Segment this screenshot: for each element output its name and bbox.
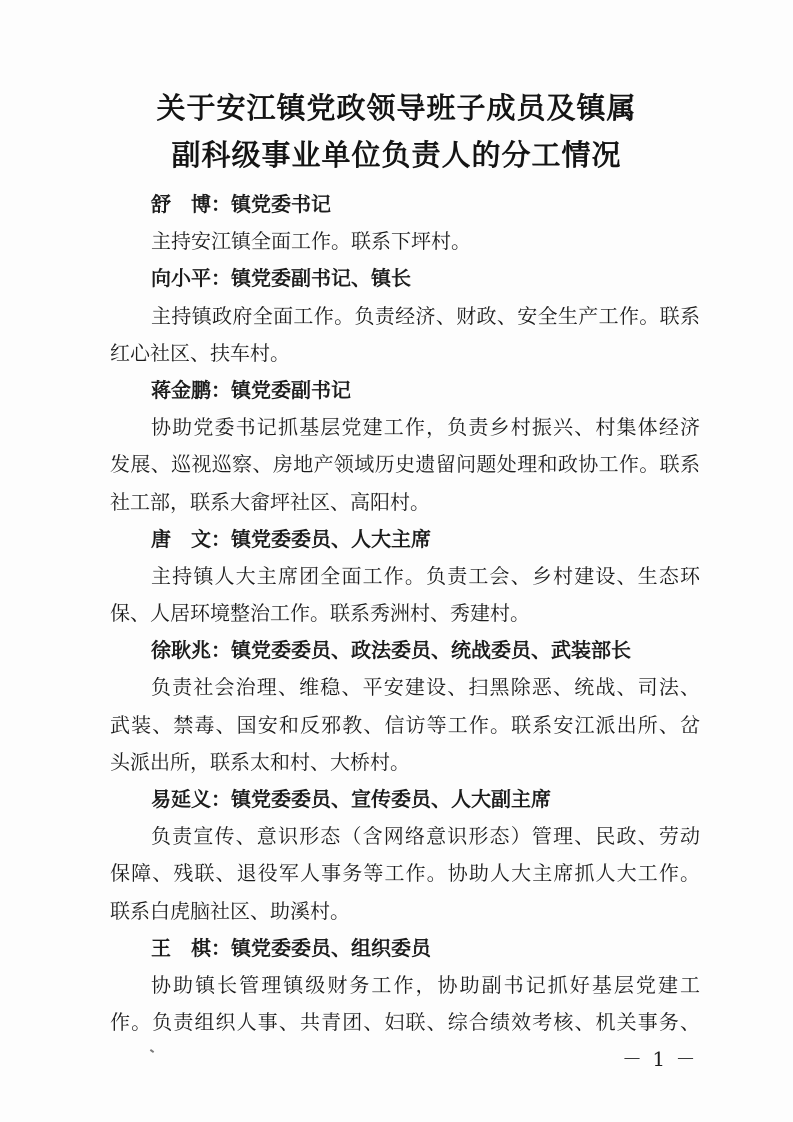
duty-paragraph-line: 头派出所，联系太和村、大桥村。 — [110, 749, 410, 774]
person-heading-xu-gengzhao: 徐耿兆：镇党委委员、政法委员、统战委员、武装部长 — [151, 638, 631, 663]
document-body — [110, 186, 700, 1041]
duty-paragraph-line: 红心社区、扶车村。 — [110, 340, 290, 365]
duty-paragraph-line: 联系白虎脑社区、助溪村。 — [110, 898, 350, 923]
duty-paragraph-line: 负责宣传、意识形态（含网络意识形态）管理、民政、劳动 — [151, 824, 700, 849]
person-heading-tang-wen: 唐 文：镇党委委员、人大主席 — [151, 526, 431, 551]
duty-paragraph-line: 主持镇政府全面工作。负责经济、财政、安全生产工作。联系 — [151, 303, 700, 328]
duty-paragraph-line: 主持安江镇全面工作。联系下坪村。 — [151, 229, 471, 254]
scan-speck — [150, 1049, 154, 1053]
duty-paragraph-line: 社工部，联系大畲坪社区、高阳村。 — [110, 489, 430, 514]
duty-paragraph-line: 发展、巡视巡察、房地产领域历史遗留问题处理和政协工作。联系 — [110, 452, 700, 477]
person-heading-jiang-jinpeng: 蒋金鹏：镇党委副书记 — [151, 377, 351, 402]
duty-paragraph-line: 武装、禁毒、国安和反邪教、信访等工作。联系安江派出所、岔 — [110, 712, 700, 737]
document-title-line-1: 关于安江镇党政领导班子成员及镇属 — [156, 91, 637, 125]
person-heading-wang-qi: 王 棋：镇党委委员、组织委员 — [151, 935, 431, 960]
duty-paragraph-line: 保障、残联、退役军人事务等工作。协助人大主席抓人大工作。 — [110, 861, 700, 886]
duty-paragraph-line: 主持镇人大主席团全面工作。负责工会、乡村建设、生态环 — [151, 563, 700, 588]
duty-paragraph-line: 协助镇长管理镇级财务工作，协助副书记抓好基层党建工 — [151, 972, 700, 997]
duty-paragraph-line: 协助党委书记抓基层党建工作，负责乡村振兴、村集体经济 — [151, 415, 700, 440]
page-number: － 1 － — [622, 1047, 698, 1071]
duty-paragraph-line: 负责社会治理、维稳、平安建设、扫黑除恶、统战、司法、 — [151, 675, 700, 700]
person-heading-shu-bo: 舒 博：镇党委书记 — [151, 192, 331, 216]
person-heading-yi-yanyi: 易延义：镇党委委员、宣传委员、人大副主席 — [151, 787, 551, 811]
duty-paragraph-line: 保、人居环境整治工作。联系秀洲村、秀建村。 — [110, 601, 530, 626]
duty-paragraph-line: 作。负责组织人事、共青团、妇联、综合绩效考核、机关事务、 — [110, 1010, 700, 1035]
person-heading-xiang-xiaoping: 向小平：镇党委副书记、镇长 — [151, 266, 411, 291]
document-title-line-2: 副科级事业单位负责人的分工情况 — [171, 138, 622, 172]
